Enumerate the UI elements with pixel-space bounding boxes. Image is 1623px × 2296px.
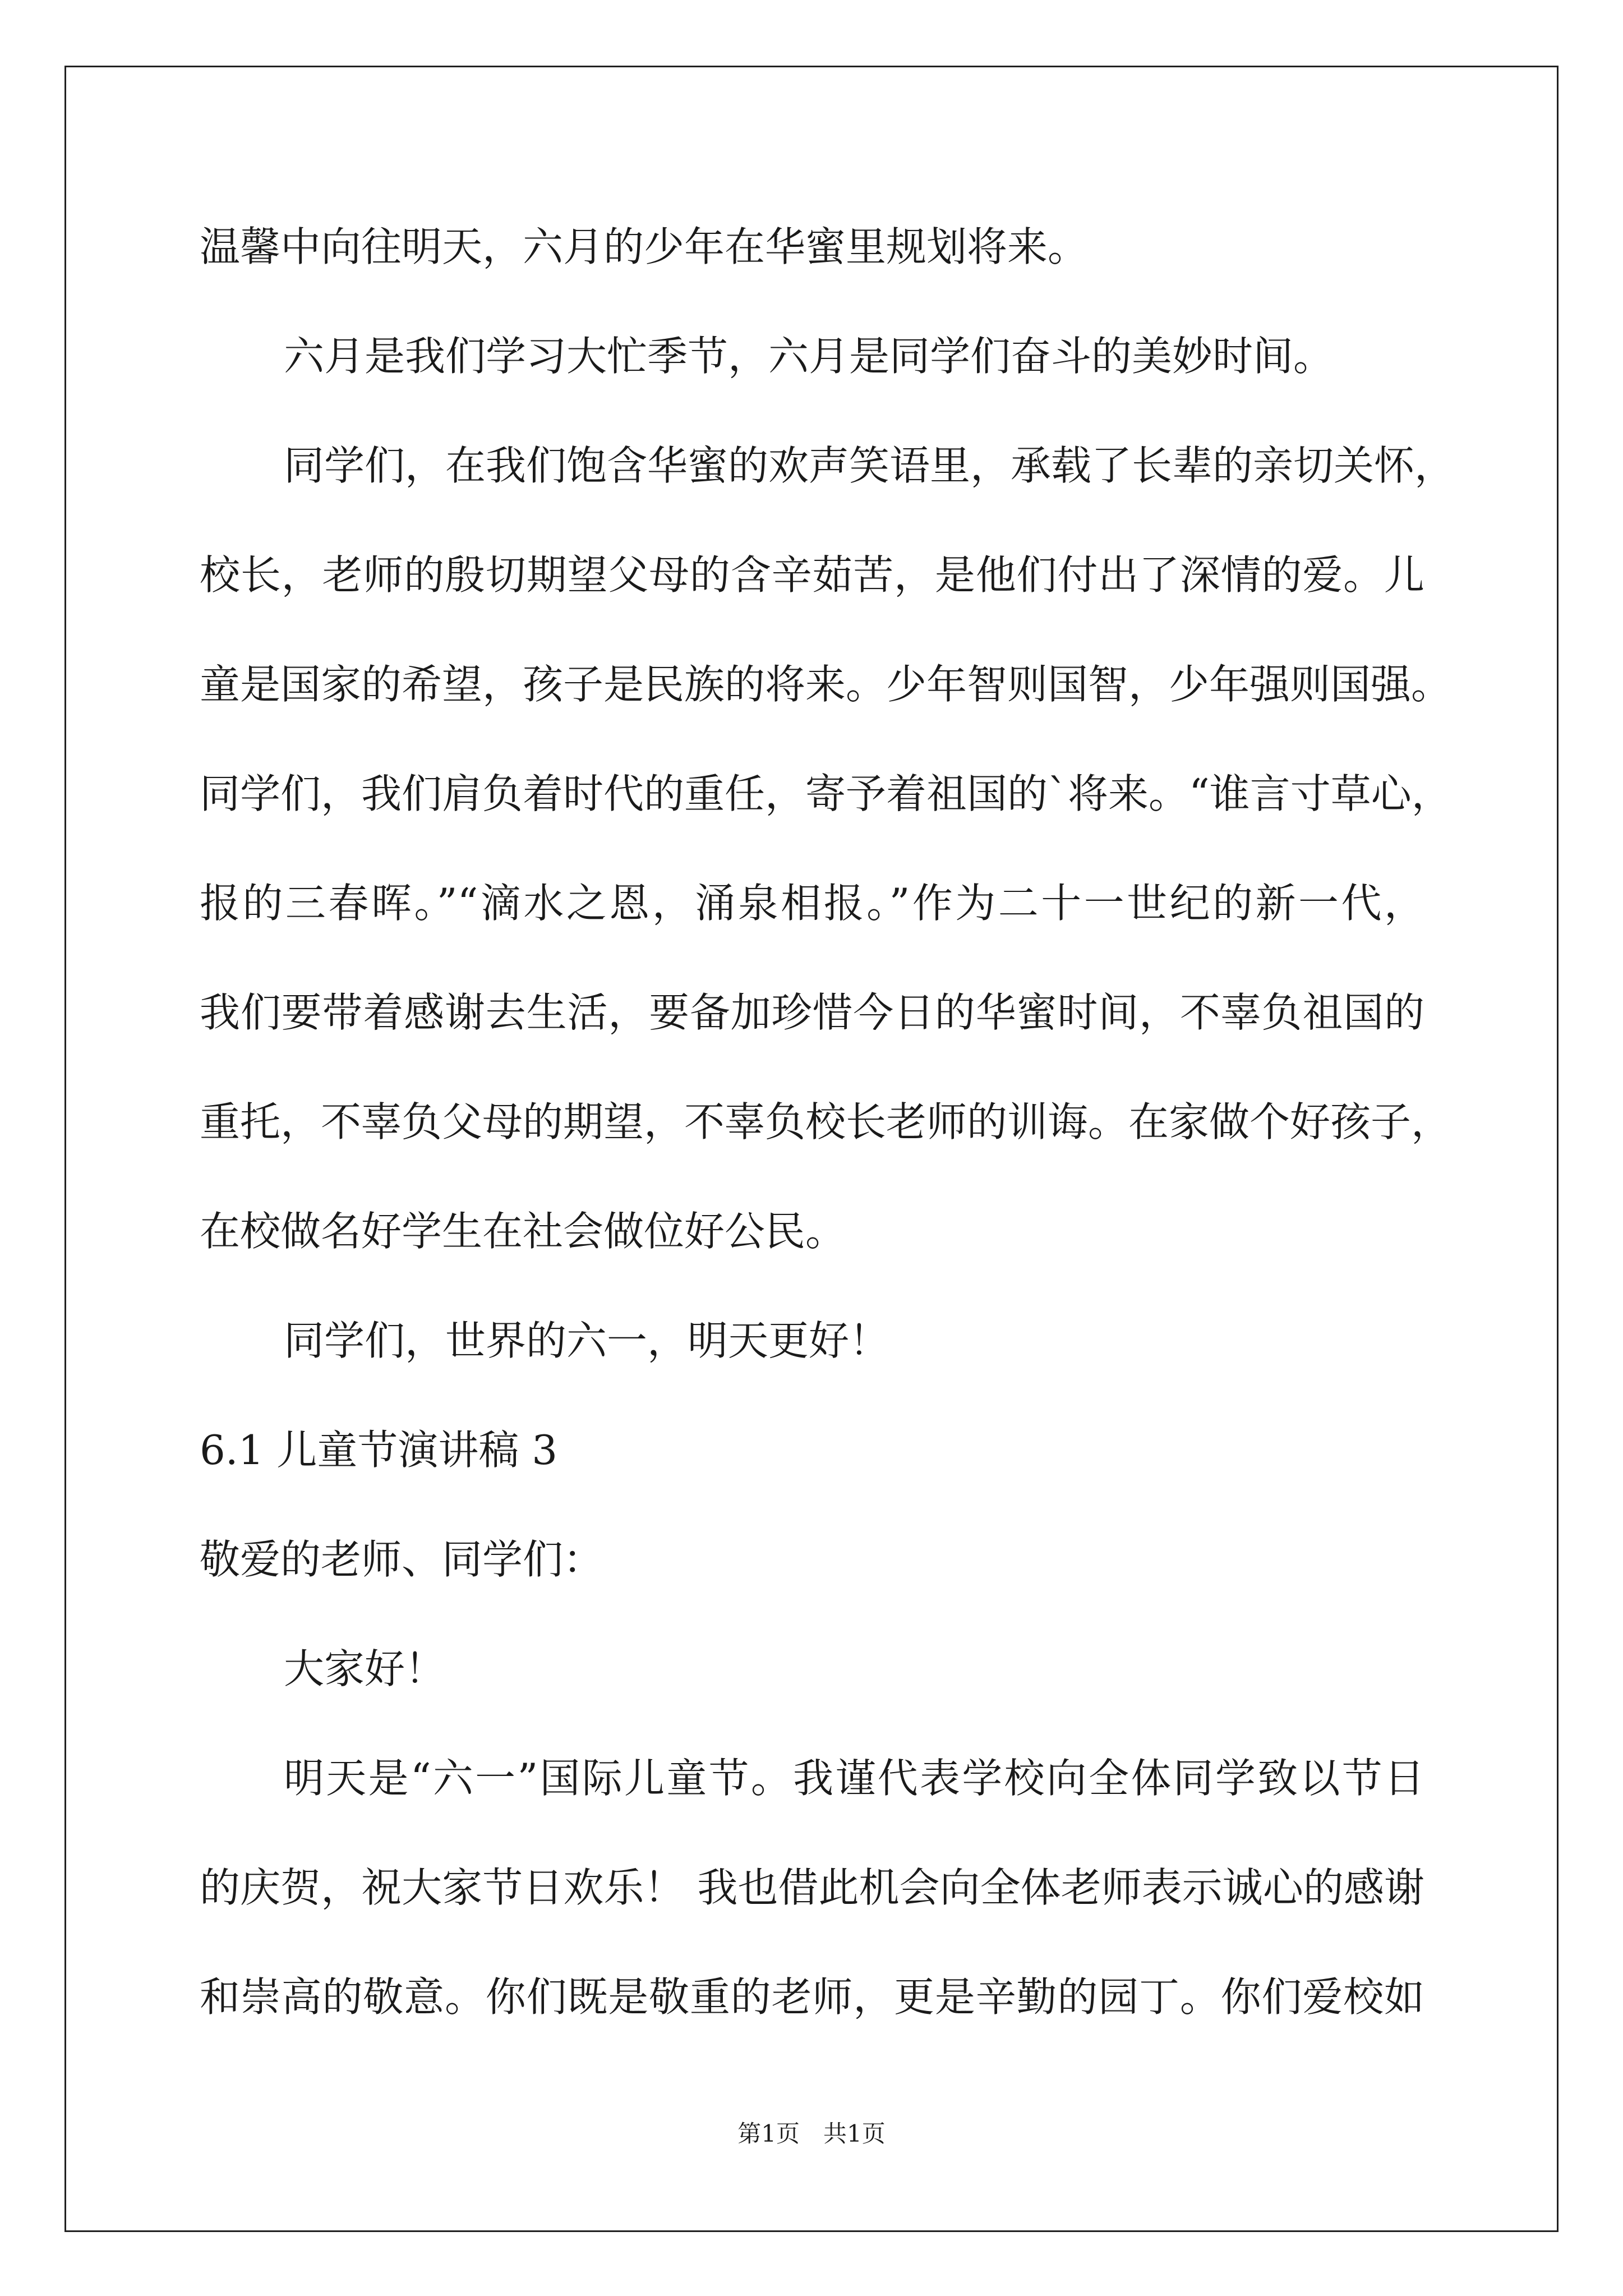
paragraph-line: 的庆贺，祝大家节日欢乐！ 我也借此机会向全体老师表示诚心的感谢 <box>200 1864 1424 1911</box>
paragraph-line: 同学们，我们肩负着时代的重任，寄予着祖国的`将来。“谁言寸草心， <box>200 770 1452 817</box>
paragraph-line: 重托，不辜负父母的期望，不辜负校长老师的训诲。在家做个好孩子， <box>200 1098 1452 1145</box>
paragraph-line: 同学们，世界的六一，明天更好！ <box>284 1317 890 1364</box>
paragraph-line: 六月是我们学习大忙季节，六月是同学们奋斗的美妙时间。 <box>284 333 1334 380</box>
paragraph-line: 我们要带着感谢去生活，要备加珍惜今日的华蜜时间，不辜负祖国的 <box>200 989 1424 1036</box>
paragraph-line: 温馨中向往明天，六月的少年在华蜜里规划将来。 <box>200 223 1089 270</box>
greeting-line: 大家好！ <box>284 1645 446 1692</box>
section-heading: 6.1 儿童节演讲稿 3 <box>200 1427 558 1474</box>
paragraph-line: 校长，老师的殷切期望父母的含辛茹苦，是他们付出了深情的爱。儿 <box>200 551 1424 599</box>
paragraph-line: 明天是“六一”国际儿童节。我谨代表学校向全体同学致以节日 <box>284 1755 1424 1802</box>
paragraph-line: 和崇高的敬意。你们既是敬重的老师，更是辛勤的园丁。你们爱校如 <box>200 1973 1424 2021</box>
page-number-current: 第1页 <box>737 2120 800 2147</box>
paragraph-line: 在校做名好学生在社会做位好公民。 <box>200 1208 846 1255</box>
salutation-line: 敬爱的老师、同学们： <box>200 1536 604 1583</box>
page-footer <box>0 2118 1623 2150</box>
paragraph-line: 童是国家的希望，孩子是民族的将来。少年智则国智，少年强则国强。 <box>200 661 1452 708</box>
page-number-total: 共1页 <box>823 2120 886 2147</box>
paragraph-line: 报的三春晖。”“滴水之恩，涌泉相报。”作为二十一世纪的新一代， <box>200 880 1424 927</box>
paragraph-line: 同学们，在我们饱含华蜜的欢声笑语里，承载了长辈的亲切关怀， <box>284 442 1455 489</box>
